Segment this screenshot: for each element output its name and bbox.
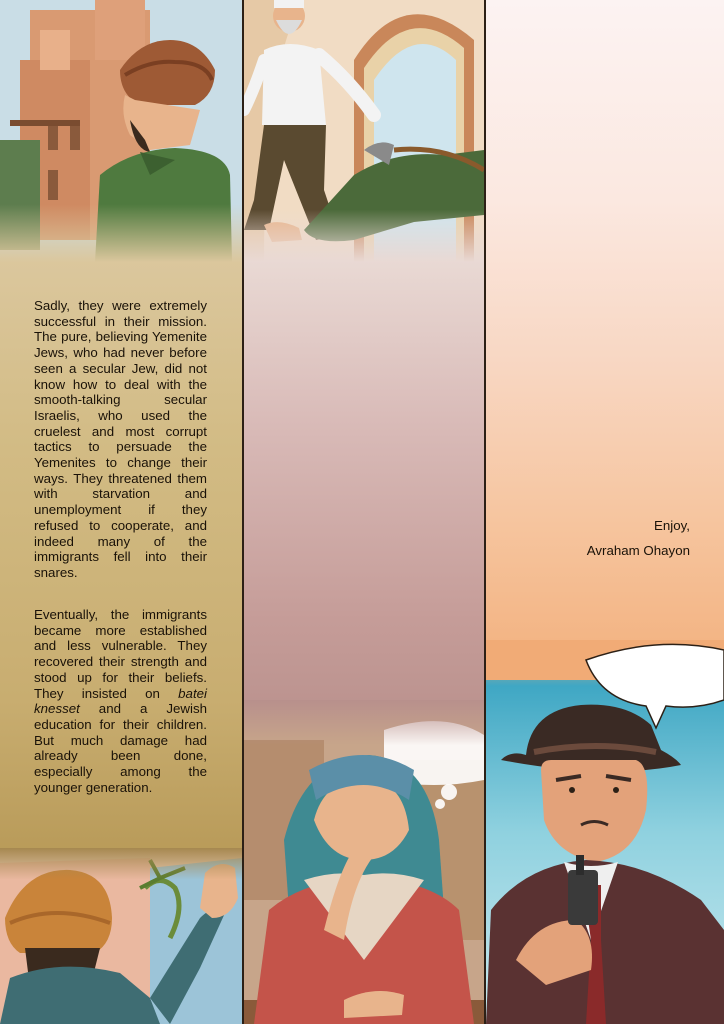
closing-text: Enjoy,: [654, 518, 690, 533]
column-2: [244, 0, 484, 1024]
author-signature: Avraham Ohayon: [586, 543, 690, 558]
column-1: [0, 0, 242, 1024]
yemenite-man-waving-illustration: [0, 848, 242, 1024]
man-in-turban-city-illustration: [0, 0, 242, 262]
grieving-woman-illustration: [244, 700, 484, 1024]
column-1-text: [34, 298, 207, 593]
man-in-fedora-with-radio-illustration: [486, 640, 724, 1024]
italic-term: batei knesset: [34, 685, 207, 717]
paragraph: [34, 607, 207, 795]
paragraph: Sadly, they were extremely successful in their mission. The pure, believing Yemenite Jews, who had never before seen a secular Jew, did not know how to deal with the smooth-talking secular Israelis, who used the cruelest and most corrupt tactics to persuade the Yemenites to change their ways. They threatened them with starvation and unemployment if they refused to cooperate, and indeed many of the immigrants fell into their snares.: [34, 298, 207, 580]
paragraph-text: and a Jewish education for their children. But much damage had already been done, especially among the younger generation.: [34, 701, 207, 795]
old-man-and-fallen-man-illustration: [244, 0, 484, 262]
column-3: [486, 0, 724, 1024]
column-1-text-2: [34, 607, 207, 807]
paragraph-text: Eventually, the immigrants became more established and less vulnerable. They recovered their strength and stood up for their beliefs. They insisted on: [34, 607, 207, 701]
